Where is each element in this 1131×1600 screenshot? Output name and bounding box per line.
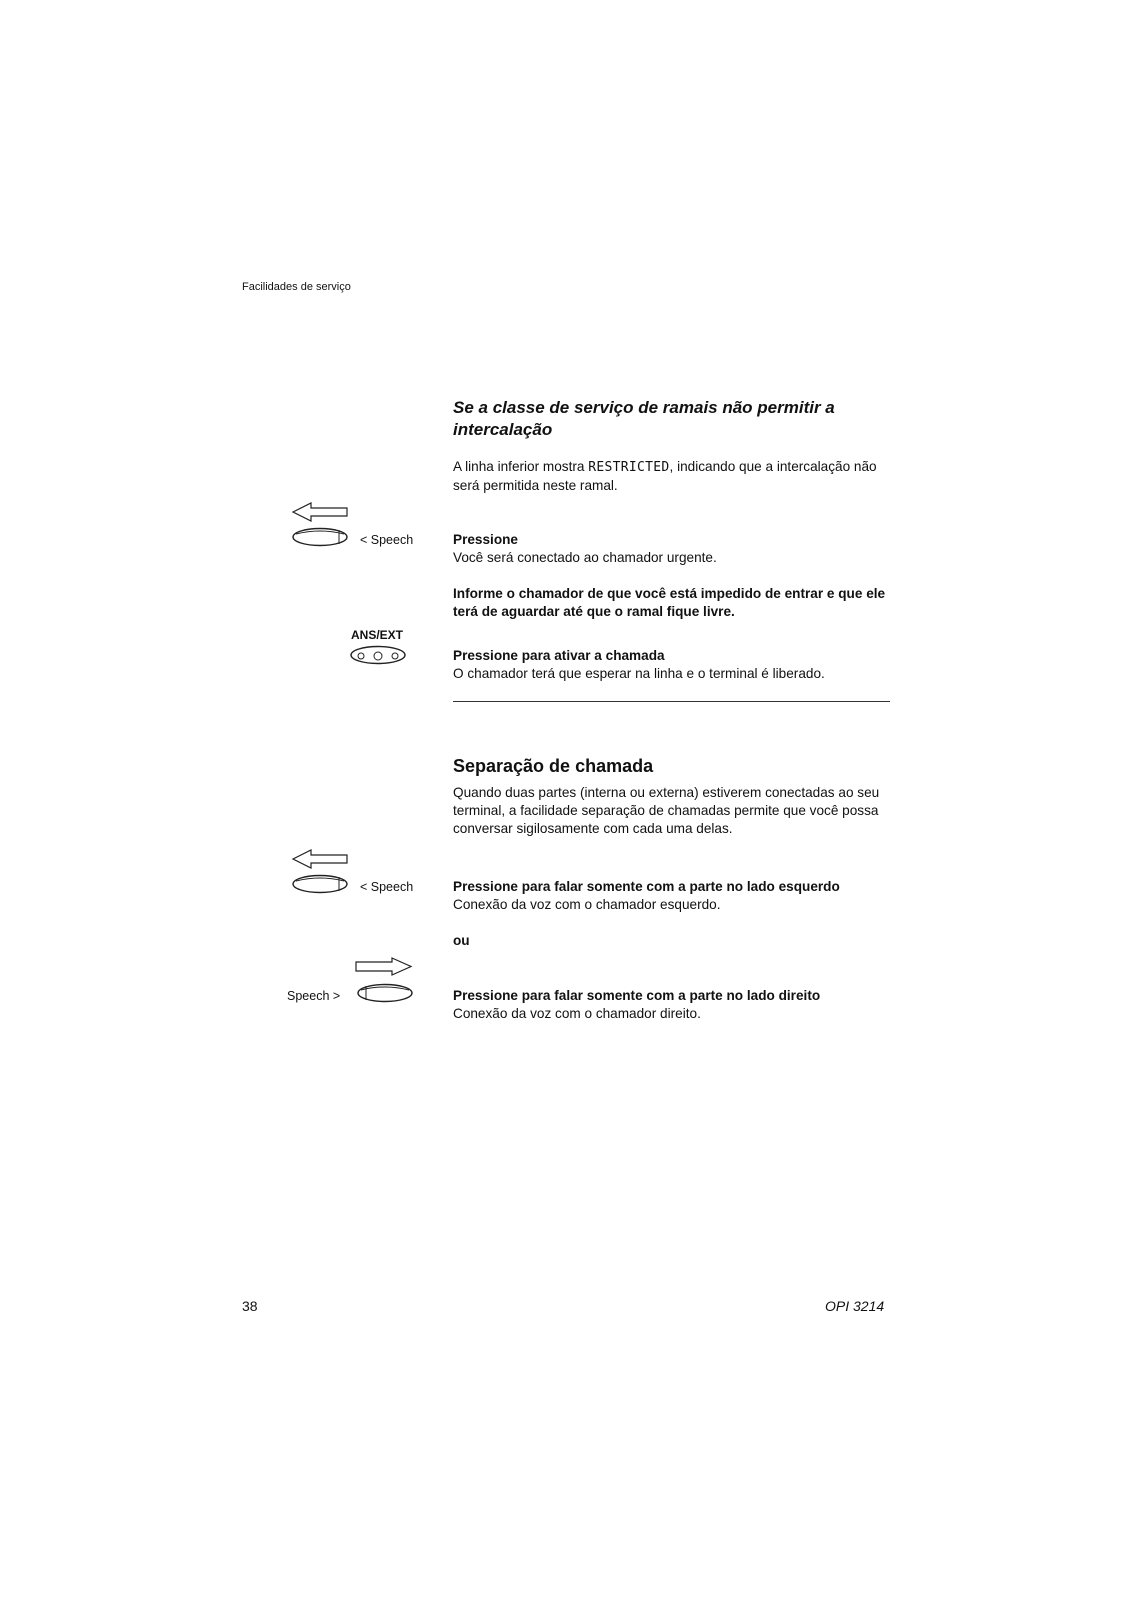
separacao-intro: Quando duas partes (interna ou externa) estiverem conectadas ao seu terminal, a facilidade separação de chamadas permite que você possa conversar sigilosamente com cada uma delas.: [453, 785, 880, 836]
step-ativar-desc: O chamador terá que esperar na linha e o terminal é liberado.: [453, 666, 825, 681]
section-title-separacao: Separação de chamada: [453, 756, 654, 776]
step-pressione-desc: Você será conectado ao chamador urgente.: [453, 550, 717, 565]
speech-left-label: < Speech: [360, 880, 414, 894]
section-divider: [453, 701, 890, 702]
ans-ext-label: ANS/EXT: [351, 628, 404, 642]
display-text-restricted: RESTRICTED: [588, 460, 670, 475]
intro-text-before: A linha inferior mostra: [453, 459, 589, 474]
arrow-right-icon: [355, 958, 415, 982]
running-header: Facilidades de serviço: [242, 281, 351, 293]
step-pressione: Pressione: [453, 532, 518, 547]
section-title-restricted: Se a classe de serviço de ramais não permitir a intercalação: [453, 398, 835, 439]
or-separator: ou: [453, 933, 470, 948]
step-lado-direito: Pressione para falar somente com a parte no lado direito: [453, 988, 821, 1003]
speech-left-label: < Speech: [360, 533, 414, 547]
step-lado-direito-desc: Conexão da voz com o chamador direito.: [453, 1006, 701, 1021]
speech-key-icon[interactable]: [292, 527, 352, 551]
ans-ext-key-icon[interactable]: [350, 645, 410, 667]
speech-right-label: Speech >: [287, 989, 341, 1003]
step-ativar-chamada: Pressione para ativar a chamada: [453, 648, 665, 663]
step-lado-esquerdo-desc: Conexão da voz com o chamador esquerdo.: [453, 897, 721, 912]
step-lado-esquerdo: Pressione para falar somente com a parte no lado esquerdo: [453, 879, 840, 894]
speech-key-icon[interactable]: [292, 874, 352, 898]
model-name: OPI 3214: [825, 1298, 885, 1314]
restricted-intro: [453, 458, 898, 495]
page-number: 38: [242, 1298, 258, 1314]
inform-instruction: Informe o chamador de que você está impedido de entrar e que ele terá de aguardar até que o ramal fique livre.: [453, 586, 886, 619]
intro-text-after: , indicando que a intercalação não será permitida neste ramal.: [453, 459, 877, 493]
speech-key-icon[interactable]: [357, 983, 417, 1007]
